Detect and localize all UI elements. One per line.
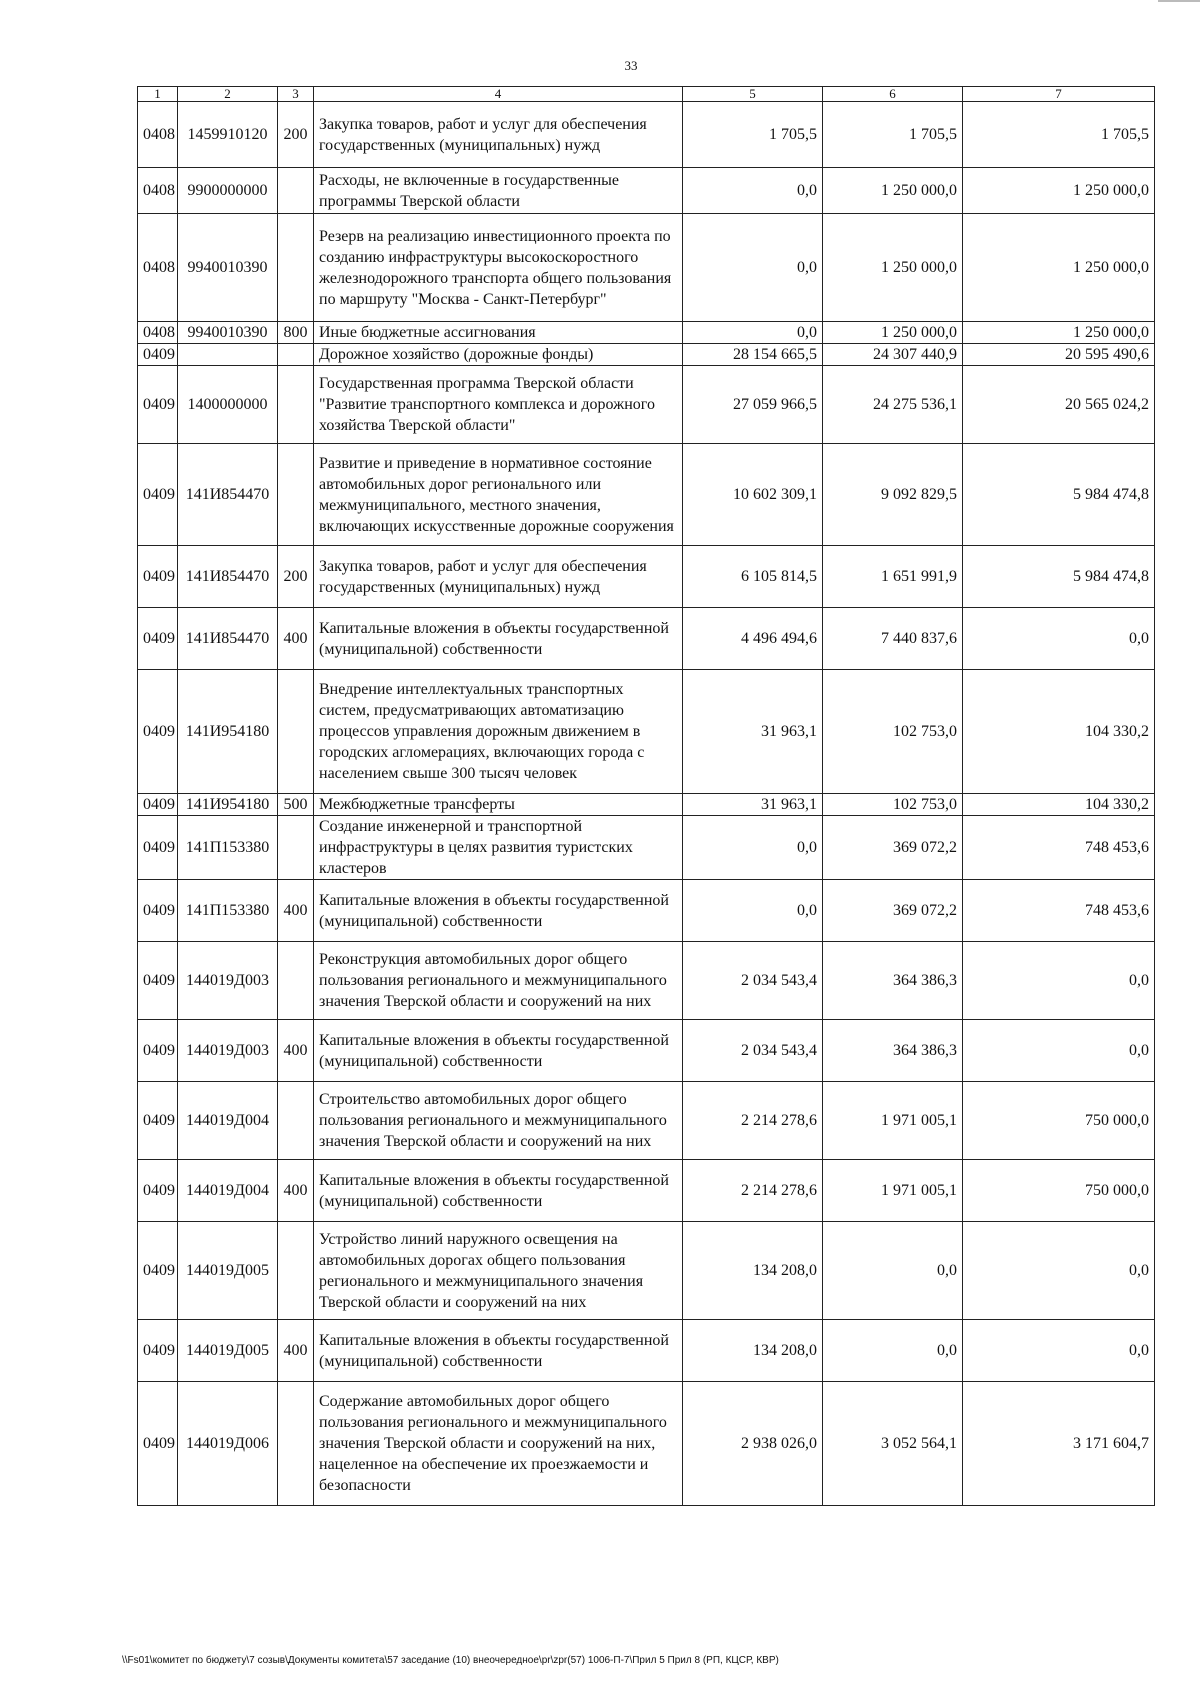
target-code: 141И854470 (178, 608, 278, 670)
expense-type: 500 (278, 794, 314, 816)
section-code: 0409 (138, 1082, 178, 1160)
value-col7: 104 330,2 (963, 794, 1155, 816)
value-col6: 102 753,0 (823, 670, 963, 794)
value-col7: 1 250 000,0 (963, 214, 1155, 322)
target-code: 141И854470 (178, 546, 278, 608)
section-code: 0409 (138, 670, 178, 794)
item-name: Капитальные вложения в объекты государственной (муниципальной) собственности (314, 880, 683, 942)
item-name: Строительство автомобильных дорог общего пользования регионального и межмуниципального значения Тверской области и сооружений на них (314, 1082, 683, 1160)
scan-edge-mark (1158, 0, 1200, 2)
item-name: Создание инженерной и транспортной инфраструктуры в целях развития туристских кластеров (314, 816, 683, 880)
value-col7: 20 595 490,6 (963, 344, 1155, 366)
item-name: Межбюджетные трансферты (314, 794, 683, 816)
table-row (138, 1020, 1155, 1082)
value-col5: 2 034 543,4 (683, 1020, 823, 1082)
value-col6: 102 753,0 (823, 794, 963, 816)
expense-type (278, 444, 314, 546)
value-col6: 1 971 005,1 (823, 1082, 963, 1160)
table-row (138, 1222, 1155, 1320)
target-code: 1400000000 (178, 366, 278, 444)
target-code: 9940010390 (178, 214, 278, 322)
target-code: 144019Д003 (178, 942, 278, 1020)
item-name: Резерв на реализацию инвестиционного проекта по созданию инфраструктуры высокоскоростного железнодорожного транспорта общего пользования по маршруту "Москва - Санкт-Петербург" (314, 214, 683, 322)
target-code: 9940010390 (178, 322, 278, 344)
expense-type (278, 168, 314, 214)
expense-type: 800 (278, 322, 314, 344)
expense-type: 400 (278, 608, 314, 670)
value-col7: 5 984 474,8 (963, 546, 1155, 608)
table-row (138, 366, 1155, 444)
item-name: Капитальные вложения в объекты государственной (муниципальной) собственности (314, 1020, 683, 1082)
value-col7: 0,0 (963, 1222, 1155, 1320)
expense-type (278, 670, 314, 794)
value-col5: 0,0 (683, 880, 823, 942)
table-row (138, 322, 1155, 344)
column-header: 4 (314, 87, 683, 102)
expense-type (278, 1082, 314, 1160)
value-col5: 4 496 494,6 (683, 608, 823, 670)
item-name: Внедрение интеллектуальных транспортных систем, предусматривающих автоматизацию процессов управления дорожным движением в городских агломерациях, включающих города с населением свыше 300 тысяч человек (314, 670, 683, 794)
target-code: 141И854470 (178, 444, 278, 546)
value-col5: 31 963,1 (683, 794, 823, 816)
value-col6: 369 072,2 (823, 816, 963, 880)
item-name: Закупка товаров, работ и услуг для обеспечения государственных (муниципальных) нужд (314, 546, 683, 608)
value-col7: 0,0 (963, 1020, 1155, 1082)
value-col7: 5 984 474,8 (963, 444, 1155, 546)
section-code: 0409 (138, 444, 178, 546)
table-body (138, 102, 1155, 1506)
expense-type: 400 (278, 1020, 314, 1082)
target-code: 144019Д005 (178, 1320, 278, 1382)
table-row (138, 880, 1155, 942)
value-col5: 2 034 543,4 (683, 942, 823, 1020)
section-code: 0408 (138, 168, 178, 214)
page-number: 33 (624, 58, 638, 73)
expense-type: 200 (278, 102, 314, 168)
value-col6: 7 440 837,6 (823, 608, 963, 670)
item-name: Иные бюджетные ассигнования (314, 322, 683, 344)
section-code: 0408 (138, 102, 178, 168)
section-code: 0409 (138, 1020, 178, 1082)
target-code: 144019Д003 (178, 1020, 278, 1082)
value-col7: 1 705,5 (963, 102, 1155, 168)
table-row (138, 1320, 1155, 1382)
item-name: Дорожное хозяйство (дорожные фонды) (314, 344, 683, 366)
section-code: 0409 (138, 1382, 178, 1506)
value-col5: 134 208,0 (683, 1222, 823, 1320)
value-col6: 1 250 000,0 (823, 214, 963, 322)
expense-type (278, 344, 314, 366)
target-code: 144019Д005 (178, 1222, 278, 1320)
target-code: 141И954180 (178, 794, 278, 816)
value-col7: 750 000,0 (963, 1082, 1155, 1160)
value-col7: 3 171 604,7 (963, 1382, 1155, 1506)
value-col5: 28 154 665,5 (683, 344, 823, 366)
table-row (138, 1382, 1155, 1506)
expense-type (278, 942, 314, 1020)
expense-type (278, 214, 314, 322)
section-code: 0409 (138, 344, 178, 366)
value-col5: 0,0 (683, 322, 823, 344)
value-col6: 364 386,3 (823, 942, 963, 1020)
table-row (138, 670, 1155, 794)
section-code: 0409 (138, 942, 178, 1020)
section-code: 0408 (138, 214, 178, 322)
item-name: Развитие и приведение в нормативное состояние автомобильных дорог регионального или межмуниципального, местного значения, включающих искусственные дорожные сооружения (314, 444, 683, 546)
section-code: 0409 (138, 880, 178, 942)
value-col6: 9 092 829,5 (823, 444, 963, 546)
item-name: Содержание автомобильных дорог общего пользования регионального и межмуниципального значения Тверской области и сооружений на них, нацеленное на обеспечение их проезжаемости и безопасности (314, 1382, 683, 1506)
table-row (138, 1082, 1155, 1160)
item-name: Капитальные вложения в объекты государственной (муниципальной) собственности (314, 1320, 683, 1382)
table-row (138, 444, 1155, 546)
column-header: 1 (138, 87, 178, 102)
section-code: 0409 (138, 608, 178, 670)
column-header: 6 (823, 87, 963, 102)
value-col7: 104 330,2 (963, 670, 1155, 794)
value-col7: 750 000,0 (963, 1160, 1155, 1222)
value-col6: 3 052 564,1 (823, 1382, 963, 1506)
item-name: Расходы, не включенные в государственные программы Тверской области (314, 168, 683, 214)
expense-type: 400 (278, 1160, 314, 1222)
expense-type (278, 816, 314, 880)
target-code: 141П153380 (178, 816, 278, 880)
value-col5: 2 214 278,6 (683, 1160, 823, 1222)
table-row (138, 102, 1155, 168)
value-col7: 748 453,6 (963, 880, 1155, 942)
expense-type (278, 366, 314, 444)
value-col7: 1 250 000,0 (963, 168, 1155, 214)
item-name: Капитальные вложения в объекты государственной (муниципальной) собственности (314, 1160, 683, 1222)
table-row (138, 214, 1155, 322)
target-code: 1459910120 (178, 102, 278, 168)
value-col7: 0,0 (963, 608, 1155, 670)
value-col6: 24 307 440,9 (823, 344, 963, 366)
section-code: 0409 (138, 546, 178, 608)
value-col6: 1 250 000,0 (823, 322, 963, 344)
value-col6: 0,0 (823, 1320, 963, 1382)
column-header: 3 (278, 87, 314, 102)
expense-type: 200 (278, 546, 314, 608)
target-code: 144019Д004 (178, 1160, 278, 1222)
target-code (178, 344, 278, 366)
value-col6: 1 651 991,9 (823, 546, 963, 608)
value-col7: 748 453,6 (963, 816, 1155, 880)
value-col6: 1 971 005,1 (823, 1160, 963, 1222)
table-row (138, 608, 1155, 670)
value-col5: 6 105 814,5 (683, 546, 823, 608)
footer-file-path: \\Fs01\комитет по бюджету\7 созыв\Документы комитета\57 заседание (10) внеочередное\pr\zpr(57) 1006-П-7\Прил 5 Прил 8 (РП, КЦСР, КВР) (122, 1655, 779, 1666)
item-name: Реконструкция автомобильных дорог общего пользования регионального и межмуниципального значения Тверской области и сооружений на них (314, 942, 683, 1020)
value-col6: 24 275 536,1 (823, 366, 963, 444)
value-col5: 1 705,5 (683, 102, 823, 168)
item-name: Устройство линий наружного освещения на автомобильных дорогах общего пользования регионального и межмуниципального значения Тверской области и сооружений на них (314, 1222, 683, 1320)
value-col6: 364 386,3 (823, 1020, 963, 1082)
column-header: 2 (178, 87, 278, 102)
value-col5: 0,0 (683, 816, 823, 880)
section-code: 0409 (138, 366, 178, 444)
table-row (138, 942, 1155, 1020)
column-header: 7 (963, 87, 1155, 102)
item-name: Капитальные вложения в объекты государственной (муниципальной) собственности (314, 608, 683, 670)
budget-table (137, 86, 1155, 1506)
value-col5: 2 938 026,0 (683, 1382, 823, 1506)
expense-type: 400 (278, 1320, 314, 1382)
table-row (138, 344, 1155, 366)
value-col6: 1 250 000,0 (823, 168, 963, 214)
item-name: Государственная программа Тверской области "Развитие транспортного комплекса и дорожного хозяйства Тверской области" (314, 366, 683, 444)
section-code: 0409 (138, 1320, 178, 1382)
expense-type (278, 1222, 314, 1320)
table-row (138, 794, 1155, 816)
value-col7: 0,0 (963, 1320, 1155, 1382)
section-code: 0409 (138, 1160, 178, 1222)
target-code: 144019Д004 (178, 1082, 278, 1160)
value-col5: 0,0 (683, 168, 823, 214)
column-header: 5 (683, 87, 823, 102)
section-code: 0408 (138, 322, 178, 344)
table-row (138, 546, 1155, 608)
section-code: 0409 (138, 1222, 178, 1320)
target-code: 144019Д006 (178, 1382, 278, 1506)
value-col5: 2 214 278,6 (683, 1082, 823, 1160)
value-col7: 20 565 024,2 (963, 366, 1155, 444)
value-col5: 31 963,1 (683, 670, 823, 794)
table-row (138, 168, 1155, 214)
table-row (138, 816, 1155, 880)
section-code: 0409 (138, 794, 178, 816)
value-col6: 369 072,2 (823, 880, 963, 942)
value-col5: 27 059 966,5 (683, 366, 823, 444)
value-col7: 1 250 000,0 (963, 322, 1155, 344)
item-name: Закупка товаров, работ и услуг для обеспечения государственных (муниципальных) нужд (314, 102, 683, 168)
value-col6: 1 705,5 (823, 102, 963, 168)
table-row (138, 1160, 1155, 1222)
value-col5: 134 208,0 (683, 1320, 823, 1382)
value-col7: 0,0 (963, 942, 1155, 1020)
table-header-row (138, 87, 1155, 102)
value-col5: 10 602 309,1 (683, 444, 823, 546)
expense-type: 400 (278, 880, 314, 942)
target-code: 141И954180 (178, 670, 278, 794)
value-col5: 0,0 (683, 214, 823, 322)
target-code: 9900000000 (178, 168, 278, 214)
value-col6: 0,0 (823, 1222, 963, 1320)
expense-type (278, 1382, 314, 1506)
target-code: 141П153380 (178, 880, 278, 942)
section-code: 0409 (138, 816, 178, 880)
